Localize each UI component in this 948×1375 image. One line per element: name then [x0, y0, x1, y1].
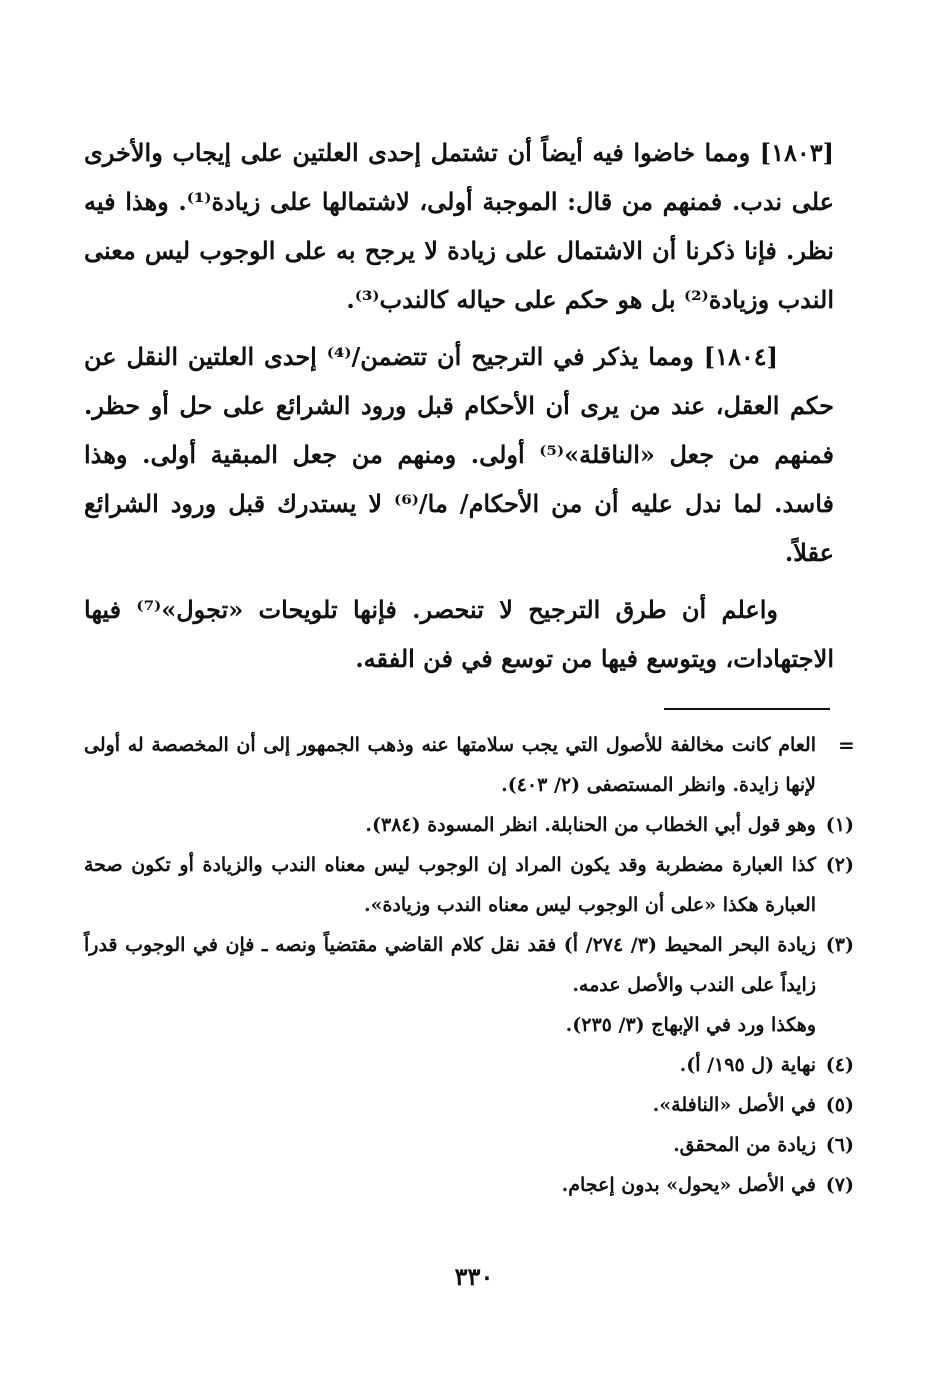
footnote-text: نهاية (ل ١٩٥/ أ).: [679, 1054, 816, 1076]
footnote-5: [84, 1085, 854, 1125]
footnote-text: وهو قول أبي الخطاب من الحنابلة. انظر المسودة (٣٨٤).: [365, 814, 816, 836]
continuation-marker: =: [838, 733, 855, 757]
footnote-2: [84, 845, 854, 925]
footnote-number: (٤): [825, 1054, 854, 1076]
page-number: ٣٣٠: [454, 1262, 494, 1291]
footnote-separator: [664, 708, 830, 710]
paragraph-conclusion: واعلم أن طرق الترجيح لا تنحصر. فإنها تلويحات «تجول»⁽⁷⁾ فيها الاجتهادات، ويتوسع فيها من توسع في فن الفقه.: [84, 595, 834, 673]
footnote-text: في الأصل «النافلة».: [652, 1094, 816, 1116]
footnote-text: زيادة البحر المحيط (٣/ ٢٧٤/ أ) فقد نقل كلام القاضي مقتضياً ونصه ـ فإن في الوجوب قدراً زايداً على الندب والأصل عدمه.: [84, 934, 816, 996]
footnote-text: في الأصل «يحول» بدون إعجام.: [561, 1174, 816, 1196]
footnote-text: زيادة من المحقق.: [673, 1134, 816, 1156]
main-text: [84, 128, 834, 691]
footnote-text: كذا العبارة مضطربة وقد يكون المراد إن الوجوب ليس معناه الندب والزيادة أو تكون صحة العبارة هكذا «على أن الوجوب ليس معناه الندب وزيادة».: [84, 854, 816, 916]
footnotes: [84, 725, 854, 1205]
footnote-number: (٧): [825, 1174, 854, 1196]
footnote-1: [84, 805, 854, 845]
paragraph-1803: [١٨٠٣] ومما خاضوا فيه أيضاً أن تشتمل إحدى العلتين على إيجاب والأخرى على ندب. فمنهم من قال: الموجبة أولى، لاشتمالها على زيادة⁽¹⁾. وهذا فيه نظر. فإنا ذكرنا أن الاشتمال على زيادة لا يرجح به على الوجوب ليس معنى الندب وزيادة⁽²⁾ بل هو حكم على حياله كالندب⁽³⁾.: [84, 138, 834, 314]
footnote-3: [84, 925, 854, 1005]
footnote-6: [84, 1125, 854, 1165]
footnote-number: (٥): [825, 1094, 854, 1116]
footnote-4: [84, 1045, 854, 1085]
paragraph-1804: [١٨٠٤] ومما يذكر في الترجيح أن تتضمن/⁽⁴⁾ إحدى العلتين النقل عن حكم العقل، عند من يرى أن الأحكام قبل ورود الشرائع على حل أو حظر. فمنهم من جعل «الناقلة»⁽⁵⁾ أولى. ومنهم من جعل المبقية أولى. وهذا فاسد. لما ندل عليه أن من الأحكام/ ما/⁽⁶⁾ لا يستدرك قبل ورود الشرائع عقلاً.: [84, 342, 835, 567]
footnote-text: وهكذا ورد في الإبهاج (٣/ ٢٣٥).: [565, 1014, 816, 1036]
footnote-number: (٣): [825, 934, 854, 956]
footnote-text: العام كانت مخالفة للأصول التي يجب سلامتها عنه وذهب الجمهور إلى أن المخصصة له أولى لإنها زايدة. وانظر المستصفى (٢/ ٤٠٣).: [84, 734, 816, 796]
footnote-number: (١): [825, 814, 854, 836]
footnote-3-continued: [84, 1005, 854, 1045]
footnote-7: [84, 1165, 854, 1205]
footnote-continuation: [84, 725, 854, 805]
footnote-number: (٢): [825, 854, 854, 876]
footnote-number: (٦): [825, 1134, 854, 1156]
